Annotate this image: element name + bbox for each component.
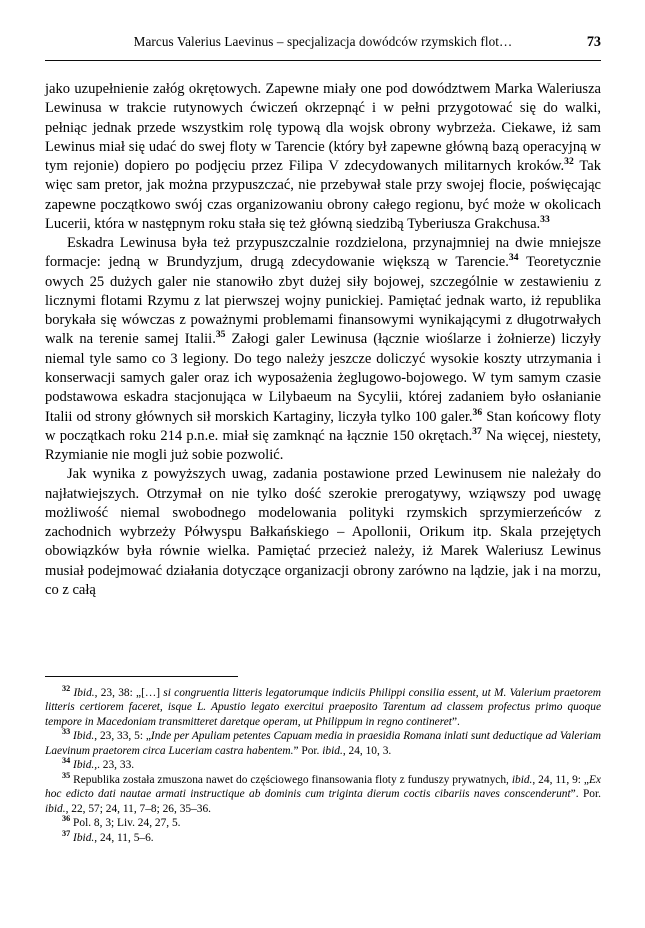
footnote-35-ref2: ibid. xyxy=(45,802,66,815)
footnote-33-ref2: ibid. xyxy=(322,744,343,757)
footnote-35 xyxy=(45,770,601,816)
footnote-36-plain-0: Pol. 8, 3; Liv. 24, 27, 5. xyxy=(73,817,181,830)
footnote-37 xyxy=(45,828,601,845)
footnote-marker-34[interactable]: 34 xyxy=(508,252,519,264)
footnote-number-36: 36 xyxy=(62,814,71,824)
page-number: 73 xyxy=(586,34,601,50)
footnote-32-ref: Ibid. xyxy=(73,687,95,699)
footnote-marker-32[interactable]: 32 xyxy=(564,156,574,168)
footnote-33-plain-2: ” Por. xyxy=(293,744,323,757)
paragraph-2-text: Eskadra Lewinusa była też przypuszczalnie rozdzielona, przynajmniej na dwie mniejsze formacje: jedną w Brundyzjum, drugą zdecydowanie większą w Tarencie. xyxy=(45,235,601,271)
footnote-marker-36[interactable]: 36 xyxy=(472,406,483,418)
header-rule xyxy=(45,60,601,61)
footnote-36 xyxy=(45,816,601,830)
paragraph-1-text: jako uzupełnienie załóg okrętowych. Zapewne miały one pod dowództwem Marka Waleriusza Lewinusa w trakcie rutynowych ćwiczeń okrzepnąć i w pełni przygotować się do walki, pełniąc jednak przede wszystkim rolę typową dla wojsk obrony wybrzeża. Ciekawe, iż sam Lewinus miał się udać do swej floty w Tarencie (który był zapewne główną bazą operacyjną w tym rejonie) dopiero po podjęciu przez Filipa V zdecydowanych militarnych kroków. xyxy=(45,81,601,175)
footnotes-block xyxy=(45,686,601,845)
footnote-marker-35[interactable]: 35 xyxy=(215,329,226,341)
footnote-33-ref: Ibid. xyxy=(73,730,95,743)
footnote-32-plain-1: , 23, 38: „[…] xyxy=(94,687,164,699)
footnote-marker-37[interactable]: 37 xyxy=(472,425,482,437)
footnote-32-quote: si congruentia litteris legatorumque indiciis Philippi consilia essent, ut M. Valerium praetorem litteris certiorem faceret, isque L. Apustio legato exercitui praeposito Tarentum ad classem profectus primo quoque tempore in Macedoniam transmitteret daretque operam, ut Philippum in regno contineret xyxy=(45,687,601,728)
footnote-32 xyxy=(45,686,601,729)
footnote-separator-rule xyxy=(45,676,238,677)
footnote-33-quote: Inde per Apuliam petentes Capuam media in praesidia Romana inlati sunt deductique ad Valeriam Laevinum praetorem circa Luceriam castra habentem. xyxy=(45,730,601,757)
body-text xyxy=(45,80,601,600)
footnote-33-plain-3: , 24, 10, 3. xyxy=(342,744,392,757)
footnote-37-ref: Ibid. xyxy=(73,831,95,844)
footnote-marker-33[interactable]: 33 xyxy=(540,214,550,226)
footnote-35-plain-1: , 24, 11, 9: „ xyxy=(532,773,589,786)
running-head-title: Marcus Valerius Laevinus – specjalizacja dowódców rzymskich flot… xyxy=(133,34,513,49)
footnote-number-37: 37 xyxy=(62,828,71,838)
footnote-35-plain-3: , 22, 57; 24, 11, 7–8; 26, 35–36. xyxy=(65,802,212,815)
paragraph-2-text-after4: Na więcej, niestety, Rzymianie nie mogli już sobie pozwolić. xyxy=(45,427,601,464)
footnote-34 xyxy=(45,758,601,772)
footnote-35-plain-2: ”. Por. xyxy=(570,788,601,801)
footnote-33-plain-1: , 23, 33, 5: „ xyxy=(94,730,151,743)
paragraph-3 xyxy=(45,465,601,600)
paragraph-2-text-after3: Stan końcowy floty w początkach roku 214 p.n.e. miał się zamknąć na łącznie 150 okrętach. xyxy=(45,408,601,444)
paragraph-2-text-after: Teoretycznie owych 25 dużych galer nie stanowiło zbyt dużej siły bojowej, szczególnie w zestawieniu z licznymi flotami Rzymu z lat pierwszej wojny punickiej. Pamiętać jednak warto, iż republika borykała się wówczas z poważnymi problemami finansowymi wynikającymi z długotrwałych walk na terenie samej Italii. xyxy=(45,254,601,348)
footnote-34-plain-1: . 23, 33. xyxy=(97,759,135,772)
footnote-number-33: 33 xyxy=(62,727,71,737)
footnote-34-ref: Ibid., xyxy=(73,759,98,772)
footnote-number-34: 34 xyxy=(62,756,71,766)
footnote-35-ref: ibid. xyxy=(511,773,533,786)
footnote-number-32: 32 xyxy=(62,684,71,694)
paragraph-1-text-after: Tak więc sam pretor, jak można przypuszczać, nie przebywał stale przy swojej flocie, poświęcając zapewne początkowo swój czas organizowaniu obrony całego regionu, być może w okolicach Lucerii, która w następnym roku stała się też główną siedzibą Tyberiusza Grakchusa. xyxy=(45,158,601,232)
paragraph-1 xyxy=(45,80,601,234)
footnote-32-plain-2: ”. xyxy=(451,715,460,728)
footnote-33 xyxy=(45,729,601,758)
paragraph-3-text: Jak wynika z powyższych uwag, zadania postawione przed Lewinusem nie należały do najłatwiejszych. Otrzymał on nie tylko dość szerokie prerogatywy, wziąwszy pod uwagę możliwość niemal swobodnego modelowania polityki rzymskich sprzymierzeńców z zachodnich wybrzeży Półwyspu Bałkańskiego – Apollonii, Orikum itp. Skala przejętych obowiązków była równie wielka. Pamiętać przecież należy, iż Marek Waleriusz Lewinus musiał podejmować działania dotyczące organizacji obrony zarówno na lądzie, jak i na morzu, co z całą xyxy=(45,466,601,598)
footnote-35-plain-0: Republika została zmuszona nawet do częściowego finansowania floty z funduszy prywatnych, xyxy=(73,773,512,786)
paragraph-2 xyxy=(45,234,601,465)
footnote-35-quote: Ex hoc edicto dati nautae armati instructique ab dominis cum triginta dierum coctis cibariis naves conscenderunt xyxy=(45,773,601,801)
running-head xyxy=(45,34,601,50)
footnote-number-35: 35 xyxy=(62,770,71,780)
paragraph-2-text-after2: Załogi galer Lewinusa (łącznie wioślarze i żołnierze) liczyły niemal tyle samo co 3 legiony. Do tego należy jeszcze doliczyć wysokie koszty utrzymania i konserwacji samych galer oraz ich wyposażenia żeglugowo-bojowego. W tym samym czasie podstawowa eskadra stacjonująca w Lilybaeum na Sycylii, której zadaniem było osłanianie Italii od strony głównych sił morskich Kartaginy, liczyła tylko 100 galer. xyxy=(45,331,601,425)
footnote-37-plain-1: , 24, 11, 5–6. xyxy=(94,831,154,844)
